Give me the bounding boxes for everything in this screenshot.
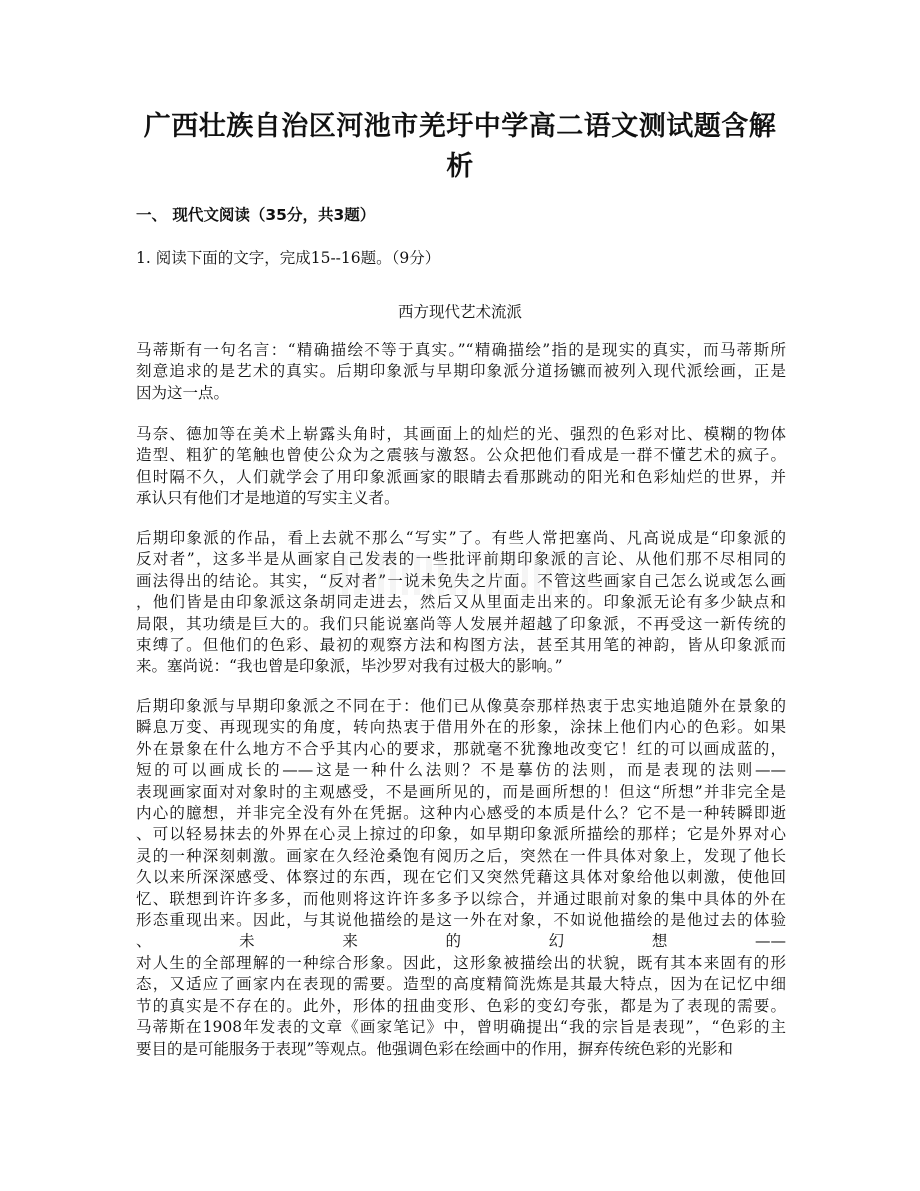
paragraph-4 (136, 696, 786, 1060)
paragraph-2 (136, 424, 786, 510)
paragraph-line: 因为这一点。 (136, 383, 230, 402)
paragraph-line: 后期印象派的作品，看上去就不那么“写实”了。有些人常把塞尚、凡高说成是“印象派的 (136, 529, 786, 547)
article-title: 西方现代艺术流派 (397, 303, 522, 321)
paragraph-line: 瞬息万变、再现现实的角度，转向热衷于借用外在的形象，涂抹上他们内心的色彩。如果 (136, 718, 786, 737)
section-heading: 一、 现代文阅读（35分，共3题） (136, 206, 376, 224)
paragraph-line: 承认只有他们才是地道的写实主义者。 (136, 489, 400, 508)
paragraph-line: 形态重现出来。因此，与其说他描绘的是这一外在对象，不如说他描绘的是他过去的体验 (136, 911, 786, 930)
paragraph-line: 态，又适应了画家内在表现的需要。造型的高度精简洗炼是其最大特点，因为在记忆中细 (136, 975, 786, 994)
document-title (100, 107, 820, 187)
paragraph-line: 马蒂斯有一句名言：“精确描绘不等于真实。”“精确描绘”指的是现实的真实，而马蒂斯所 (136, 341, 786, 359)
paragraph-line: 马奈、德加等在美术上崭露头角时，其画面上的灿烂的光、强烈的色彩对比、模糊的物体 (136, 425, 786, 443)
paragraph-line: ，他们皆是由印象派这条胡同走进去，然后又从里面走出来的。印象派无论有多少缺点和 (136, 593, 786, 612)
paragraph-line: 、可以轻易抹去的外界在心灵上掠过的印象，如早期印象派所描绘的那样；它是外界对心 (136, 825, 786, 844)
paragraph-line: 后期印象派与早期印象派之不同在于：他们已从像莫奈那样热衷于忠实地追随外在景象的 (136, 697, 786, 715)
paragraph-line: 造型、粗犷的笔触也曾使公众为之震骇与激怒。公众把他们看成是一群不懂艺术的疯子。 (136, 446, 786, 465)
paragraph-line: 反对者”，这多半是从画家自己发表的一些批评前期印象派的言论、从他们那不尽相同的 (136, 550, 786, 569)
paragraph-line: 表现画家面对对象时的主观感受，不是画所见的，而是画所想的！但这“所想”并非完全是 (136, 782, 786, 801)
paragraph-line: 刻意追求的是艺术的真实。后期印象派与早期印象派分道扬镳而被列入现代派绘画，正是 (136, 362, 786, 381)
paragraph-3 (136, 528, 786, 678)
paragraph-line: 束缚了。但他们的色彩、最初的观察方法和构图方法，甚至其用笔的神韵，皆从印象派而 (136, 636, 786, 655)
paragraph-line: 短的可以画成长的——这是一种什么法则？不是摹仿的法则，而是表现的法则—— (136, 761, 786, 780)
document-title-line-1: 广西壮族自治区河池市羌圩中学高二语文测试题含解 (143, 111, 777, 142)
paragraph-line: 节的真实是不存在的。此外，形体的扭曲变形、色彩的变幻夸张，都是为了表现的需要。 (136, 996, 786, 1015)
paragraph-line: 、未来的幻想—— (136, 932, 786, 951)
paragraph-line: 外在景象在什么地方不合乎其内心的要求，那就毫不犹豫地改变它！红的可以画成蓝的， (136, 739, 786, 758)
question-prompt: 1. 阅读下面的文字，完成15--16题。（9分） (136, 249, 441, 267)
paragraph-line: 局限，其功绩是巨大的。我们只能说塞尚等人发展并超越了印象派，不再受这一新传统的 (136, 614, 786, 633)
paragraph-1 (136, 340, 786, 404)
paragraph-line: 灵的一种深刻刺激。画家在久经沧桑饱有阅历之后，突然在一件具体对象上，发现了他长 (136, 846, 786, 865)
document-title-line-2: 析 (446, 151, 474, 182)
paragraph-line: 要目的是可能服务于表现”等观点。他强调色彩在绘画中的作用，摒弃传统色彩的光影和 (136, 1039, 733, 1058)
paragraph-line: 但时隔不久，人们就学会了用印象派画家的眼睛去看那跳动的阳光和色彩灿烂的世界，并 (136, 467, 786, 486)
paragraph-line: 画法得出的结论。其实，“反对者”一说未免失之片面。不管这些画家自己怎么说或怎么画 (136, 571, 786, 590)
paragraph-line: 忆、联想到许许多多，而他则将这许许多多予以综合，并通过眼前对象的集中具体的外在 (136, 889, 786, 908)
paragraph-line: 久以来所深深感受、体察过的东西，现在它们又突然凭藉这具体对象给他以刺激，使他回 (136, 868, 786, 887)
paragraph-line: 内心的臆想，并非完全没有外在凭据。这种内心感受的本质是什么？它不是一种转瞬即逝 (136, 804, 786, 823)
paragraph-line: 来。塞尚说：“我也曾是印象派，毕沙罗对我有过极大的影响。” (136, 657, 563, 676)
paragraph-line: 对人生的全部理解的一种综合形象。因此，这形象被描绘出的状貌，既有其本来固有的形 (136, 953, 786, 972)
paragraph-line: 马蒂斯在1908年发表的文章《画家笔记》中，曾明确提出“我的宗旨是表现”，“色彩的主 (136, 1018, 786, 1037)
